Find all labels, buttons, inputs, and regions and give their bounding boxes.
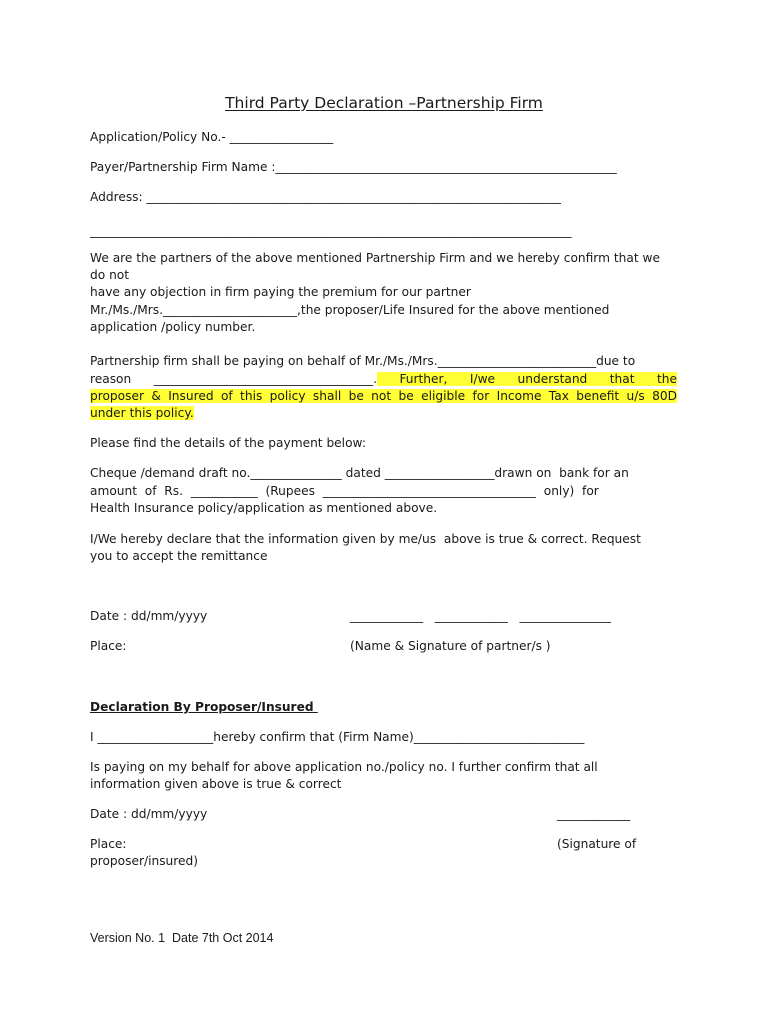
para4-line2: amount of Rs. ___________ (Rupees ___________________________________ only) for [90,484,599,498]
partner-place: Place: [90,639,127,653]
address-line-2: _______________________________________________________________________________ [90,224,572,238]
policy-no-field: Application/Policy No.- _________________ [90,130,334,144]
para2-line3 [90,387,677,405]
proposer-date: Date : dd/mm/yyyy [90,807,208,821]
para2-line2 [90,370,677,388]
para3: Please find the details of the payment below: [90,436,366,450]
para4-line1: Cheque /demand draft no._______________ dated __________________drawn on bank for an [90,466,629,480]
para5-line1: I/We hereby declare that the information given by me/us above is true & correct. Request [90,532,641,546]
reason-blank: reason ____________________________________. [90,372,377,386]
proposer-signature-label-cont: proposer/insured) [90,854,199,868]
proposer-signature-label: (Signature of [557,837,637,851]
declaration-heading: Declaration By Proposer/Insured [90,700,318,714]
highlighted-text: under this policy. [90,406,194,420]
document-title: Third Party Declaration –Partnership Firm [225,94,543,112]
para2-line4 [90,404,194,422]
para1-line3: have any objection in firm paying the premium for our partner [90,285,471,299]
partner-signature-label: (Name & Signature of partner/s ) [350,639,551,653]
version-footer: Version No. 1 Date 7th Oct 2014 [90,931,274,945]
declaration-line2: Is paying on my behalf for above application no./policy no. I further confirm that all [90,760,598,774]
highlighted-text: proposer & Insured of this policy shall be not be eligible for Income Tax benefit u/s 80D [90,389,677,403]
para5-line2: you to accept the remittance [90,549,268,563]
para1-line4: Mr./Ms./Mrs.______________________,the proposer/Life Insured for the above mentioned [90,303,610,317]
address-field: Address: ____________________________________________________________________ [90,190,561,204]
para2-line1: Partnership firm shall be paying on behalf of Mr./Ms./Mrs.__________________________due to [90,354,636,368]
firm-name-field: Payer/Partnership Firm Name :________________________________________________________ [90,160,617,174]
proposer-place: Place: [90,837,127,851]
highlighted-text: Further, I/we understand that the [376,372,677,386]
partner-signature-lines: ____________ ____________ _______________ [350,609,611,623]
proposer-signature-line: ____________ [557,807,631,821]
partner-date: Date : dd/mm/yyyy [90,609,208,623]
para4-line3: Health Insurance policy/application as mentioned above. [90,501,438,515]
para1-line5: application /policy number. [90,320,256,334]
declaration-line3: information given above is true & correct [90,777,342,791]
para1-line2: do not [90,268,130,282]
para1-line1: We are the partners of the above mentioned Partnership Firm and we hereby confirm that we [90,251,660,265]
declaration-line1: I ___________________hereby confirm that (Firm Name)____________________________ [90,730,585,744]
